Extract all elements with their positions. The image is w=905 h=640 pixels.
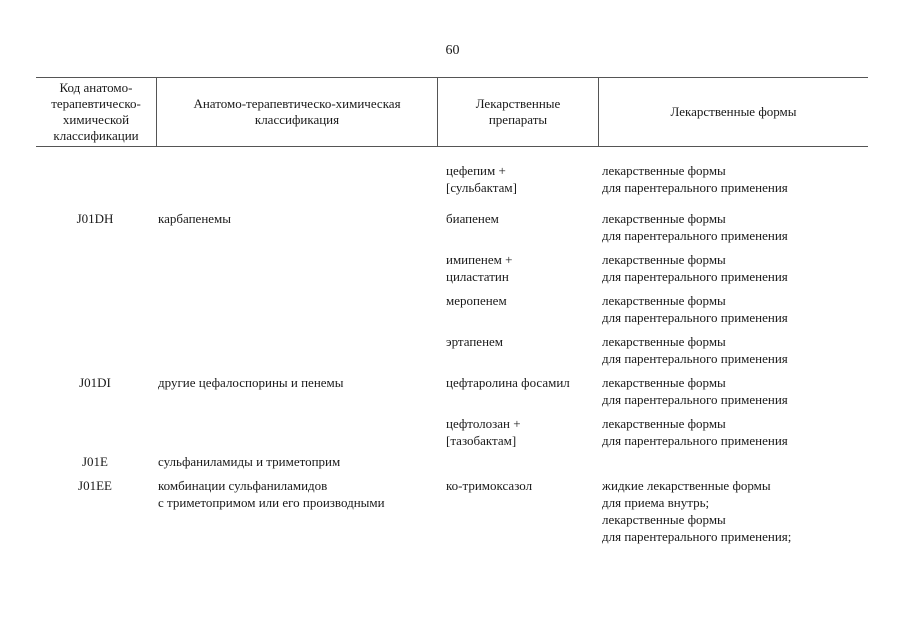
drug-cell [446, 374, 596, 391]
classification-line: карбапенемы [158, 211, 232, 226]
forms-line: лекарственные формы [602, 252, 726, 267]
drug-line: цефепим + [446, 163, 506, 178]
forms-line: лекарственные формы [602, 211, 726, 226]
header-forms-line: Лекарственные формы [670, 104, 797, 119]
header-classification [157, 78, 437, 146]
page-number: 60 [445, 43, 460, 58]
code-cell: J01EE [78, 478, 112, 493]
header-classification-line: классификация [254, 112, 340, 127]
header-code-line: Код анатомо- [59, 80, 133, 95]
header-bottom-rule [36, 146, 868, 147]
drug-line: эртапенем [446, 334, 504, 349]
header-code-line: классификации [53, 128, 139, 143]
drug-line: циластатин [446, 269, 509, 284]
drug-line: меропенем [446, 293, 507, 308]
drug-line: цефтолозан + [446, 416, 521, 431]
drug-cell [446, 251, 596, 285]
forms-line: лекарственные формы [602, 163, 726, 178]
drug-cell [446, 210, 596, 227]
classification-line: комбинации сульфаниламидов [158, 478, 328, 493]
forms-line: для парентерального применения [602, 269, 788, 284]
code-cell: J01DH [76, 211, 114, 226]
classification-line: с триметопримом или его производными [158, 495, 385, 510]
classification-cell [158, 453, 438, 470]
classification-line: сульфаниламиды и триметоприм [158, 454, 341, 469]
forms-line: для парентерального применения [602, 180, 788, 195]
drug-cell [446, 292, 596, 309]
forms-line: лекарственные формы [602, 334, 726, 349]
forms-line: лекарственные формы [602, 512, 726, 527]
forms-line: для приема внутрь; [602, 495, 710, 510]
forms-line: для парентерального применения [602, 310, 788, 325]
header-classification-line: Анатомо-терапевтическо-химическая [193, 96, 401, 111]
drug-line: [тазобактам] [446, 433, 517, 448]
header-drugs-line: Лекарственные [475, 96, 561, 111]
forms-line: для парентерального применения [602, 433, 788, 448]
forms-line: для парентерального применения [602, 228, 788, 243]
drug-line: цефтаролина фосамил [446, 375, 570, 390]
header-forms [599, 78, 868, 146]
code-cell: J01DI [79, 375, 111, 390]
header-drugs-line: препараты [488, 112, 548, 127]
drug-cell [446, 415, 596, 449]
code-cell: J01E [82, 454, 108, 469]
forms-line: для парентерального применения [602, 392, 788, 407]
forms-cell [602, 292, 864, 326]
classification-cell [158, 374, 438, 391]
forms-cell [602, 415, 864, 449]
drug-cell [446, 477, 596, 494]
classification-cell [158, 477, 438, 511]
drug-cell [446, 162, 596, 196]
forms-cell [602, 210, 864, 244]
forms-cell [602, 477, 864, 545]
forms-line: для парентерального применения [602, 351, 788, 366]
classification-cell [158, 210, 438, 227]
forms-cell [602, 374, 864, 408]
drug-cell [446, 333, 596, 350]
forms-line: жидкие лекарственные формы [602, 478, 771, 493]
forms-line: лекарственные формы [602, 293, 726, 308]
drug-line: имипенем + [446, 252, 513, 267]
forms-cell [602, 162, 864, 196]
forms-line: для парентерального применения; [602, 529, 792, 544]
classification-line: другие цефалоспорины и пенемы [158, 375, 344, 390]
forms-line: лекарственные формы [602, 416, 726, 431]
drug-line: ко-тримоксазол [446, 478, 533, 493]
header-code [36, 78, 156, 146]
forms-line: лекарственные формы [602, 375, 726, 390]
header-drugs [438, 78, 598, 146]
header-code-line: терапевтическо- [51, 96, 141, 111]
header-code-line: химической [62, 112, 130, 127]
forms-cell [602, 333, 864, 367]
drug-line: [сульбактам] [446, 180, 517, 195]
drug-line: биапенем [446, 211, 499, 226]
forms-cell [602, 251, 864, 285]
